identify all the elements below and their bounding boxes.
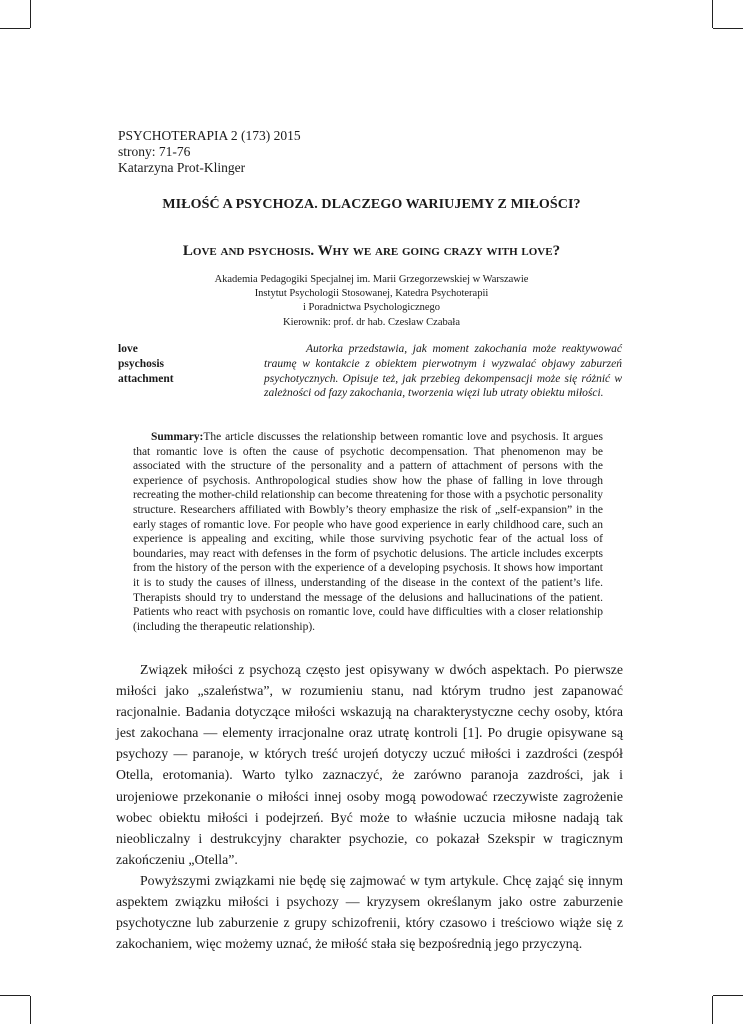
- crop-mark-bottom-left-h: [0, 995, 30, 996]
- author-line: Katarzyna Prot-Klinger: [118, 160, 246, 175]
- affiliation-line: Instytut Psychologii Stosowanej, Katedra Psychoterapii: [254, 288, 489, 300]
- crop-mark-bottom-right: [712, 996, 713, 1024]
- summary-text: The article discusses the relationship between romantic love and psychosis. It argues that romantic love is often the cause of psychotic decompensation. That phenomenon may be associated with the structure of the personality and a pattern of attachment of persons with the experience of psychosis. Anthropological studies show how the phase of falling in love through recreating the mother-child relationship can become threatening for those with a psychotic personality structure. Researchers affiliated with Bowbly’s theory emphasize the risk of „self-expansion” in the early stages of romantic love. For people who have good experience in early childhood care, such an experience is appealing and exciting, while those surviving psychotic fear of the actual loss of boundaries, may react with defenses in the form of psychotic delusions. The article includes excerpts from the history of the person with the experience of a developing psychosis. It shows how important it is to study the causes of illness, understanding of the disease in the context of the patient’s life. Therapists should try to understand the message of the delusions and hallucinations of the patient. Patients who react with psychosis on romantic love, could have difficulties with a closer relationship (including the therapeutic relationship).: [133, 431, 603, 633]
- body-paragraph: Związek miłości z psychozą często jest opisywany w dwóch aspektach. Po pierwsze miłości jako „szaleństwa”, w rozumieniu stanu, nad którym trudno jest zapanować racjonalnie. Badania dotyczące miłości wskazują na charakterystyczne cechy osoby, która jest zakochana — elementy irracjonalne oraz utratę kontroli [1]. Po drugie opisywane są psychozy — paranoje, w których treść urojeń dotyczy uczuć miłości i zazdrości (zespół Otella, erotomania). Warto tylko zaznaczyć, że zarówno paranoja zazdrości, jak i urojeniowe przekonanie o miłości innej osoby mogą powodować rzeczywiste zagrożenie wobec obiektu miłości i podejrzeń. Być może to właśnie uczucia miłosne nadają tak nieobliczalny i destrukcyjny charakter psychozie, co pokazał Szekspir w tragicznym zakończeniu „Otella”.: [116, 662, 623, 867]
- body-text: [116, 659, 623, 954]
- crop-mark-top-right-h: [713, 28, 743, 29]
- crop-mark-bottom-right-h: [713, 995, 743, 996]
- article-header: [118, 128, 301, 176]
- affiliation-line: i Poradnictwa Psychologicznego: [302, 302, 441, 314]
- crop-mark-top-left-h: [0, 28, 30, 29]
- article-subtitle: Love and psychosis. Why we are going crazy with love?: [182, 243, 561, 259]
- crop-mark-top-left: [30, 0, 31, 28]
- keywords: [118, 342, 174, 386]
- keyword: love: [118, 343, 138, 355]
- affiliation: [0, 273, 743, 330]
- abstract-polish: Autorka przedstawia, jak moment zakochania może reaktywować traumę w kontakcie z obiektem pierwotnym i wyzwalać objawy zaburzeń psychotycznych. Opisuje też, jak przebieg dekompensacji może się różnić w zależności od fazy zakochania, tworzenia więzi lub utraty obiektu miłości.: [264, 343, 622, 400]
- body-paragraph: Powyższymi związkami nie będę się zajmować w tym artykule. Chcę zająć się innym aspektem związku miłości i psychozy — kryzysem określanym jako ostre zaburzenie psychotyczne lub zaburzenie z grupy schizofrenii, który czasowo i treściowo wiąże się z zakochaniem, więc możemy uznać, że miłość stała się bezpośrednią jego przyczyną.: [116, 872, 623, 952]
- pages-line: strony: 71-76: [118, 144, 191, 159]
- affiliation-line: Kierownik: prof. dr hab. Czesław Czabała: [283, 316, 460, 328]
- affiliation-line: Akademia Pedagogiki Specjalnej im. Marii Grzegorzewskiej w Warszawie: [214, 274, 529, 285]
- summary-label: Summary:: [151, 431, 204, 443]
- keyword: psychosis: [118, 357, 165, 370]
- crop-mark-top-right: [712, 0, 713, 28]
- crop-mark-bottom-left: [30, 996, 31, 1024]
- article-title: MIŁOŚĆ A PSYCHOZA. DLACZEGO WARIUJEMY Z MIŁOŚCI?: [162, 197, 581, 212]
- journal-line: PSYCHOTERAPIA 2 (173) 2015: [118, 128, 301, 143]
- keyword: attachment: [118, 372, 174, 385]
- summary: [133, 430, 603, 634]
